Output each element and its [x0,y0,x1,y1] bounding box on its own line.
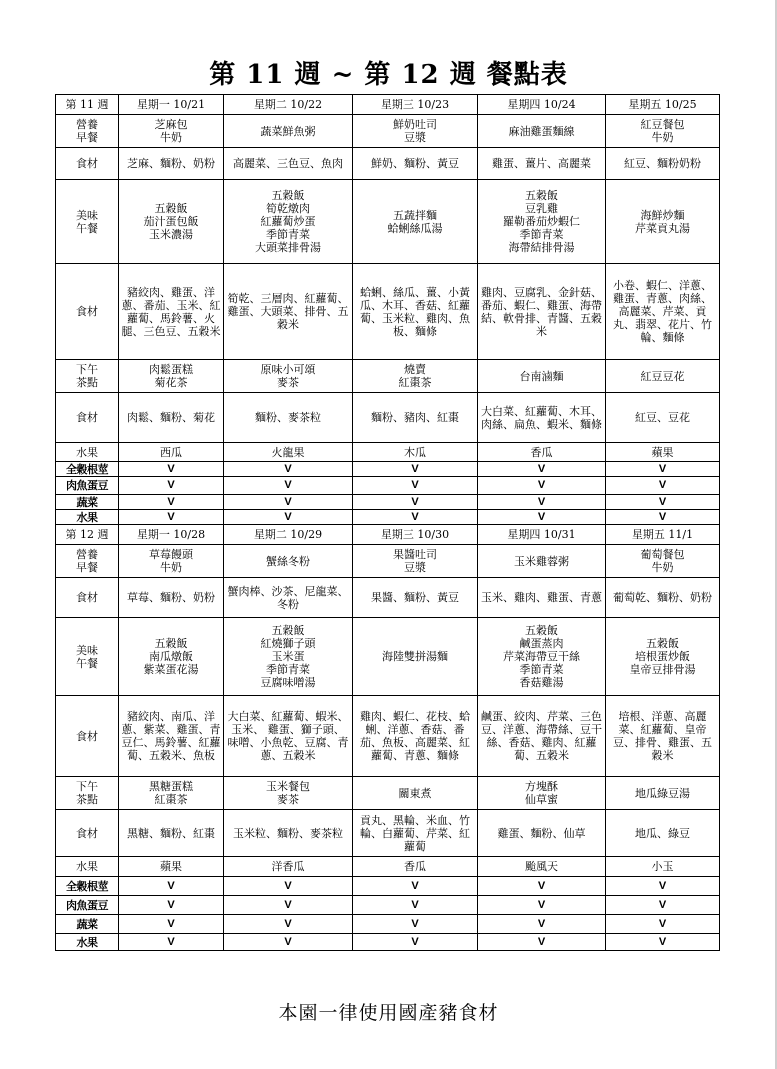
check-mark: V [119,510,224,525]
check-mark: V [606,877,720,896]
lunch-ing-cell: 小卷、蝦仁、洋蔥、雞蛋、青蔥、肉絲、高麗菜、芹菜、貢丸、翡翠、花片、竹輪、麵條 [606,264,720,360]
breakfast-ing-cell: 葡萄乾、麵粉、奶粉 [606,578,720,618]
day-header: 星期二 10/29 [224,525,353,545]
check-mark: V [606,477,720,495]
row-label: 美味 午餐 [56,180,119,264]
lunch-ing-cell: 鹹蛋、絞肉、芹菜、三色豆、洋蔥、海帶絲、豆干絲、香菇、雞肉、紅蘿蔔、五穀米 [478,696,606,777]
breakfast-ing-cell: 果醬、麵粉、黃豆 [353,578,478,618]
food-group-label: 水果 [56,934,119,951]
breakfast-cell: 果醬吐司 豆漿 [353,545,478,578]
day-header: 星期四 10/31 [478,525,606,545]
row-check-veg [56,915,720,934]
check-mark: V [353,477,478,495]
day-header: 星期二 10/22 [224,95,353,115]
snack-cell: 紅豆豆花 [606,360,720,393]
row-label: 食材 [56,810,119,857]
row-label: 食材 [56,393,119,443]
snack-ing-cell: 玉米粒、麵粉、麥茶粒 [224,810,353,857]
snack-cell: 關東煮 [353,777,478,810]
row-label: 水果 [56,857,119,877]
food-group-label: 肉魚蛋豆 [56,896,119,915]
lunch-cell: 五穀飯 豆乳雞 羅勒番茄炒蝦仁 季節青菜 海帶結排骨湯 [478,180,606,264]
day-header: 星期五 11/1 [606,525,720,545]
row-breakfast-ing [56,148,720,180]
day-header: 星期一 10/28 [119,525,224,545]
check-mark: V [224,495,353,510]
snack-ing-cell: 麵粉、豬肉、紅棗 [353,393,478,443]
day-header: 星期四 10/24 [478,95,606,115]
snack-cell: 黑糖蛋糕 紅棗茶 [119,777,224,810]
fruit-cell: 西瓜 [119,443,224,462]
lunch-ing-cell: 雞肉、蝦仁、花枝、蛤蜊、洋蔥、香菇、番茄、魚板、高麗菜、紅蘿蔔、青蔥、麵條 [353,696,478,777]
breakfast-ing-cell: 高麗菜、三色豆、魚肉 [224,148,353,180]
row-check-grains [56,877,720,896]
lunch-ing-cell: 蛤蜊、絲瓜、薑、小黃瓜、木耳、香菇、紅蘿蔔、玉米粒、雞肉、魚板、麵條 [353,264,478,360]
lunch-cell: 五穀飯 鹹蛋蒸肉 芹菜海帶豆干絲 季節青菜 香菇雞湯 [478,618,606,696]
fruit-cell: 香瓜 [478,443,606,462]
row-check-veg [56,495,720,510]
row-check-fruit-check [56,934,720,951]
lunch-ing-cell: 筍乾、三層肉、紅蘿蔔、雞蛋、大頭菜、排骨、五穀米 [224,264,353,360]
lunch-cell: 五蔬拌麵 蛤蜊絲瓜湯 [353,180,478,264]
breakfast-ing-cell: 鮮奶、麵粉、黃豆 [353,148,478,180]
breakfast-ing-cell: 紅豆、麵粉奶粉 [606,148,720,180]
check-mark: V [478,877,606,896]
row-label: 下午 茶點 [56,777,119,810]
check-mark: V [224,510,353,525]
check-mark: V [119,915,224,934]
check-mark: V [478,510,606,525]
row-lunch-ing [56,696,720,777]
row-check-grains [56,462,720,477]
check-mark: V [353,462,478,477]
row-label: 營養 早餐 [56,545,119,578]
snack-cell: 地瓜綠豆湯 [606,777,720,810]
lunch-cell: 五穀飯 南瓜燉飯 紫菜蛋花湯 [119,618,224,696]
row-breakfast [56,115,720,148]
snack-cell: 燒賣 紅棗茶 [353,360,478,393]
lunch-ing-cell: 豬絞肉、雞蛋、洋蔥、番茄、玉米、紅蘿蔔、馬鈴薯、火腿、三色豆、五穀米 [119,264,224,360]
lunch-cell: 五穀飯 紅燒獅子頭 玉米蛋 季節青菜 豆腐味噌湯 [224,618,353,696]
fruit-cell: 颱風天 [478,857,606,877]
snack-ing-cell: 麵粉、麥茶粒 [224,393,353,443]
footer-note: 本園一律使用國產豬食材 [278,1002,499,1024]
lunch-cell: 五穀飯 培根蛋炒飯 皇帝豆排骨湯 [606,618,720,696]
check-mark: V [353,896,478,915]
fruit-cell: 洋香瓜 [224,857,353,877]
breakfast-cell: 鮮奶吐司 豆漿 [353,115,478,148]
snack-ing-cell: 大白菜、紅蘿蔔、木耳、肉絲、扁魚、蝦米、麵條 [478,393,606,443]
snack-cell: 台南滷麵 [478,360,606,393]
check-mark: V [478,915,606,934]
lunch-cell: 五穀飯 茄汁蛋包飯 玉米濃湯 [119,180,224,264]
row-fruit [56,857,720,877]
row-lunch [56,618,720,696]
check-mark: V [119,477,224,495]
row-fruit [56,443,720,462]
lunch-ing-cell: 培根、洋蔥、高麗菜、紅蘿蔔、皇帝豆、排骨、雞蛋、五穀米 [606,696,720,777]
snack-cell: 肉鬆蛋糕 菊花茶 [119,360,224,393]
row-lunch [56,180,720,264]
week-label: 第 12 週 [56,525,119,545]
row-check-meat [56,896,720,915]
lunch-cell: 海陸雙拼湯麵 [353,618,478,696]
day-header: 星期三 10/30 [353,525,478,545]
snack-ing-cell: 雞蛋、麵粉、仙草 [478,810,606,857]
breakfast-cell: 蔬菜鮮魚粥 [224,115,353,148]
breakfast-ing-cell: 芝麻、麵粉、奶粉 [119,148,224,180]
row-breakfast-ing [56,578,720,618]
breakfast-cell: 草莓饅頭 牛奶 [119,545,224,578]
lunch-ing-cell: 大白菜、紅蘿蔔、蝦米、玉米、 雞蛋、獅子頭、味噌、小魚乾、豆腐、青蔥、五穀米 [224,696,353,777]
row-lunch-ing [56,264,720,360]
row-label: 下午 茶點 [56,360,119,393]
check-mark: V [119,462,224,477]
breakfast-cell: 麻油雞蛋麵線 [478,115,606,148]
check-mark: V [224,934,353,951]
row-snack-ing [56,810,720,857]
breakfast-cell: 葡萄餐包 牛奶 [606,545,720,578]
row-label: 營養 早餐 [56,115,119,148]
row-label: 食材 [56,578,119,618]
check-mark: V [353,877,478,896]
snack-ing-cell: 紅豆、豆花 [606,393,720,443]
row-label: 美味 午餐 [56,618,119,696]
meal-table [55,94,720,951]
check-mark: V [224,896,353,915]
snack-cell: 方塊酥 仙草蜜 [478,777,606,810]
row-check-fruit-check [56,510,720,525]
snack-cell: 玉米餐包 麥茶 [224,777,353,810]
breakfast-cell: 芝麻包 牛奶 [119,115,224,148]
food-group-label: 蔬菜 [56,495,119,510]
check-mark: V [606,462,720,477]
snack-cell: 原味小可頌 麥茶 [224,360,353,393]
row-snack [56,777,720,810]
check-mark: V [353,495,478,510]
food-group-label: 全穀根莖 [56,462,119,477]
day-header: 星期五 10/25 [606,95,720,115]
breakfast-cell: 玉米雞蓉粥 [478,545,606,578]
check-mark: V [224,477,353,495]
check-mark: V [478,896,606,915]
snack-ing-cell: 地瓜、綠豆 [606,810,720,857]
breakfast-cell: 紅豆餐包 牛奶 [606,115,720,148]
week-header-row [56,95,720,115]
snack-ing-cell: 肉鬆、麵粉、菊花 [119,393,224,443]
row-check-meat [56,477,720,495]
check-mark: V [606,915,720,934]
breakfast-ing-cell: 蟹肉棒、沙茶、尼龍菜、冬粉 [224,578,353,618]
check-mark: V [119,896,224,915]
lunch-cell: 海鮮炒麵 芹菜貢丸湯 [606,180,720,264]
lunch-ing-cell: 豬絞肉、南瓜、洋蔥、紫菜、雞蛋、青豆仁、馬鈴薯、紅蘿蔔、五穀米、魚板 [119,696,224,777]
check-mark: V [224,915,353,934]
page-title: 第 11 週 ~ 第 12 週 餐點表 [209,60,568,90]
food-group-label: 蔬菜 [56,915,119,934]
row-snack-ing [56,393,720,443]
food-group-label: 全穀根莖 [56,877,119,896]
breakfast-ing-cell: 雞蛋、薑片、高麗菜 [478,148,606,180]
check-mark: V [224,462,353,477]
lunch-cell: 五穀飯 筍乾燉肉 紅蘿蔔炒蛋 季節青菜 大頭菜排骨湯 [224,180,353,264]
fruit-cell: 香瓜 [353,857,478,877]
row-snack [56,360,720,393]
lunch-ing-cell: 雞肉、豆腐乳、金針菇、番茄、蝦仁、雞蛋、海帶結、軟骨排、青醬、五穀米 [478,264,606,360]
week-label: 第 11 週 [56,95,119,115]
fruit-cell: 蘋果 [606,443,720,462]
check-mark: V [606,495,720,510]
check-mark: V [224,877,353,896]
check-mark: V [353,510,478,525]
check-mark: V [119,495,224,510]
row-breakfast [56,545,720,578]
check-mark: V [353,934,478,951]
breakfast-ing-cell: 草莓、麵粉、奶粉 [119,578,224,618]
breakfast-cell: 蟹絲冬粉 [224,545,353,578]
check-mark: V [353,915,478,934]
check-mark: V [478,462,606,477]
food-group-label: 肉魚蛋豆 [56,477,119,495]
fruit-cell: 蘋果 [119,857,224,877]
check-mark: V [478,934,606,951]
week-header-row [56,525,720,545]
check-mark: V [478,495,606,510]
breakfast-ing-cell: 玉米、雞肉、雞蛋、青蔥 [478,578,606,618]
row-label: 水果 [56,443,119,462]
day-header: 星期三 10/23 [353,95,478,115]
fruit-cell: 木瓜 [353,443,478,462]
row-label: 食材 [56,148,119,180]
snack-ing-cell: 貢丸、黑輪、米血、竹輪、白蘿蔔、芹菜、紅蘿蔔 [353,810,478,857]
check-mark: V [119,934,224,951]
fruit-cell: 小玉 [606,857,720,877]
snack-ing-cell: 黑糖、麵粉、紅棗 [119,810,224,857]
row-label: 食材 [56,696,119,777]
food-group-label: 水果 [56,510,119,525]
check-mark: V [119,877,224,896]
fruit-cell: 火龍果 [224,443,353,462]
check-mark: V [606,934,720,951]
row-label: 食材 [56,264,119,360]
check-mark: V [606,510,720,525]
check-mark: V [606,896,720,915]
day-header: 星期一 10/21 [119,95,224,115]
check-mark: V [478,477,606,495]
